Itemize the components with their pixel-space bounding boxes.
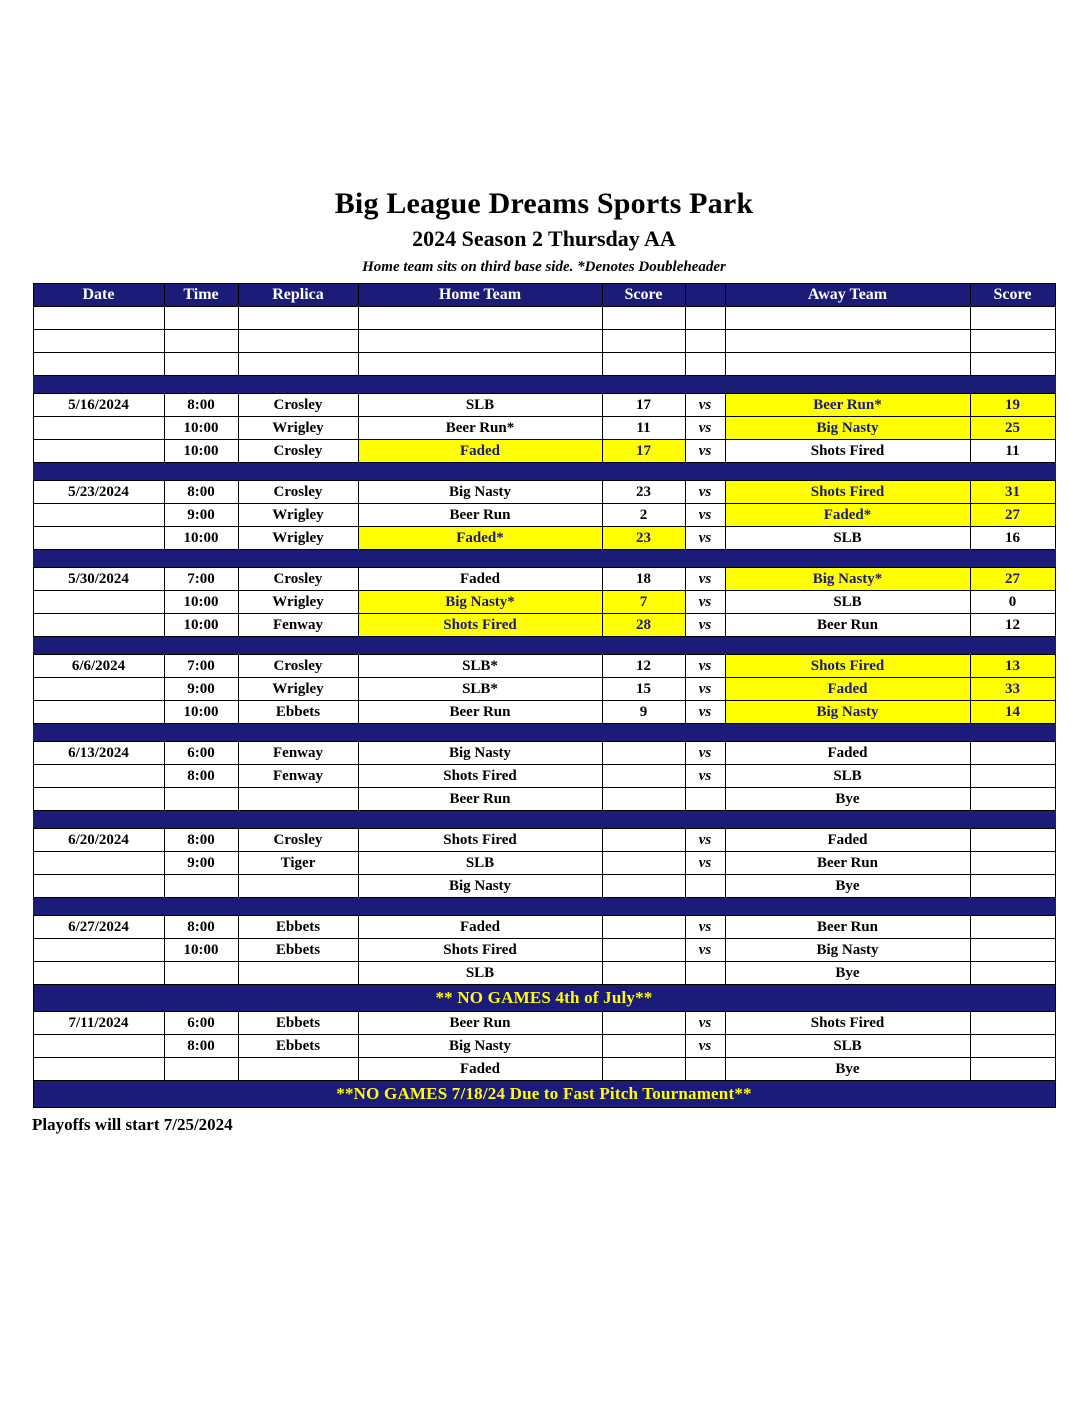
empty-cell [164,330,238,353]
empty-cell [238,330,358,353]
cell-vs: vs [685,829,725,852]
playoffs-note: Playoffs will start 7/25/2024 [32,1115,233,1135]
cell-home-score [602,875,685,898]
cell-home-score: 17 [602,440,685,463]
cell-away-score [970,1058,1055,1081]
cell-home-team: SLB [358,852,602,875]
cell-away-score [970,939,1055,962]
cell-away-team: Shots Fired [725,440,970,463]
table-row [33,678,1055,701]
cell-replica: Wrigley [238,527,358,550]
cell-away-team: Bye [725,875,970,898]
cell-home-score [602,1058,685,1081]
cell-vs: vs [685,765,725,788]
cell-home-team: SLB [358,394,602,417]
cell-away-score: 27 [970,504,1055,527]
cell-replica: Crosley [238,829,358,852]
cell-away-score [970,875,1055,898]
cell-date [33,440,164,463]
cell-away-team: SLB [725,765,970,788]
week-separator-row [33,724,1055,742]
cell-home-team: Beer Run [358,1012,602,1035]
cell-time [164,788,238,811]
week-separator-row [33,898,1055,916]
cell-away-team: Shots Fired [725,1012,970,1035]
empty-cell [725,307,970,330]
cell-date: 7/11/2024 [33,1012,164,1035]
cell-away-team: Faded [725,678,970,701]
table-row [33,614,1055,637]
notice-text: **NO GAMES 7/18/24 Due to Fast Pitch Tournament** [33,1081,1055,1108]
cell-away-team: Beer Run [725,614,970,637]
table-row [33,1058,1055,1081]
table-row [33,655,1055,678]
cell-home-score: 12 [602,655,685,678]
cell-away-score: 13 [970,655,1055,678]
table-row [33,417,1055,440]
cell-away-team: Faded [725,829,970,852]
cell-away-team: SLB [725,1035,970,1058]
cell-home-team: Faded [358,1058,602,1081]
cell-replica [238,875,358,898]
table-row [33,742,1055,765]
empty-cell [685,330,725,353]
cell-away-score [970,829,1055,852]
cell-away-team: Big Nasty [725,701,970,724]
cell-vs: vs [685,678,725,701]
cell-vs: vs [685,852,725,875]
cell-home-team: Shots Fired [358,829,602,852]
week-separator [33,550,1055,568]
cell-date [33,504,164,527]
table-row [33,1035,1055,1058]
cell-time: 8:00 [164,765,238,788]
cell-home-team: Big Nasty [358,1035,602,1058]
cell-away-team: Bye [725,962,970,985]
table-row [33,829,1055,852]
cell-date [33,417,164,440]
cell-away-score [970,916,1055,939]
cell-vs [685,1058,725,1081]
column-header-away-team: Away Team [725,284,970,307]
cell-home-score: 23 [602,481,685,504]
cell-away-score: 0 [970,591,1055,614]
cell-replica: Fenway [238,765,358,788]
cell-date [33,1035,164,1058]
cell-away-score [970,852,1055,875]
cell-away-score: 27 [970,568,1055,591]
page-subtitle: 2024 Season 2 Thursday AA [412,226,676,252]
cell-date [33,788,164,811]
cell-replica: Crosley [238,440,358,463]
table-body [33,307,1055,1108]
schedule-table [33,283,1056,1108]
cell-replica: Ebbets [238,701,358,724]
cell-home-team: SLB* [358,655,602,678]
table-row [33,504,1055,527]
cell-away-score [970,1012,1055,1035]
cell-date [33,765,164,788]
cell-vs: vs [685,742,725,765]
cell-home-score [602,1035,685,1058]
column-header-vs [685,284,725,307]
cell-away-score [970,788,1055,811]
cell-time: 9:00 [164,504,238,527]
cell-time: 9:00 [164,852,238,875]
cell-date: 5/23/2024 [33,481,164,504]
cell-away-team: Shots Fired [725,655,970,678]
cell-replica [238,962,358,985]
week-separator [33,463,1055,481]
cell-home-team: Big Nasty [358,742,602,765]
cell-home-score: 17 [602,394,685,417]
empty-cell [33,330,164,353]
cell-home-team: Beer Run* [358,417,602,440]
cell-time: 8:00 [164,394,238,417]
week-separator-row [33,637,1055,655]
cell-vs: vs [685,916,725,939]
cell-home-team: SLB [358,962,602,985]
week-separator-row [33,376,1055,394]
cell-date [33,701,164,724]
empty-cell [33,307,164,330]
cell-time: 6:00 [164,1012,238,1035]
cell-replica: Wrigley [238,504,358,527]
cell-replica [238,788,358,811]
cell-home-team: Big Nasty [358,875,602,898]
cell-replica: Crosley [238,655,358,678]
table-row [33,1012,1055,1035]
cell-away-score: 16 [970,527,1055,550]
cell-away-team: Big Nasty* [725,568,970,591]
cell-time: 8:00 [164,916,238,939]
cell-away-team: Beer Run* [725,394,970,417]
table-row [33,788,1055,811]
empty-cell [970,307,1055,330]
table-row [33,939,1055,962]
cell-vs: vs [685,1012,725,1035]
cell-replica: Crosley [238,568,358,591]
cell-date [33,939,164,962]
cell-home-score: 18 [602,568,685,591]
empty-cell [358,353,602,376]
cell-replica: Wrigley [238,678,358,701]
column-header-time: Time [164,284,238,307]
empty-cell [358,307,602,330]
table-row [33,591,1055,614]
empty-cell [725,330,970,353]
empty-cell [238,307,358,330]
cell-replica: Fenway [238,614,358,637]
cell-away-score: 25 [970,417,1055,440]
cell-away-score: 14 [970,701,1055,724]
cell-time: 7:00 [164,655,238,678]
cell-replica: Ebbets [238,1012,358,1035]
cell-vs: vs [685,527,725,550]
cell-away-team: Faded* [725,504,970,527]
cell-home-score [602,962,685,985]
cell-home-team: Big Nasty* [358,591,602,614]
cell-away-score: 11 [970,440,1055,463]
cell-away-score [970,1035,1055,1058]
cell-replica [238,1058,358,1081]
cell-home-score: 9 [602,701,685,724]
cell-vs: vs [685,614,725,637]
cell-home-team: SLB* [358,678,602,701]
cell-vs [685,875,725,898]
table-row [33,765,1055,788]
cell-vs: vs [685,701,725,724]
cell-home-score [602,742,685,765]
cell-time: 10:00 [164,614,238,637]
cell-vs: vs [685,504,725,527]
table-row [33,701,1055,724]
cell-away-team: Bye [725,788,970,811]
empty-cell [164,353,238,376]
cell-date [33,852,164,875]
cell-home-team: Faded [358,440,602,463]
empty-cell [685,307,725,330]
table-row [33,394,1055,417]
cell-time [164,875,238,898]
cell-away-team: SLB [725,527,970,550]
cell-date: 6/13/2024 [33,742,164,765]
week-separator [33,637,1055,655]
cell-home-team: Beer Run [358,504,602,527]
cell-time [164,1058,238,1081]
table-header-row [33,284,1055,307]
cell-home-team: Big Nasty [358,481,602,504]
cell-home-team: Shots Fired [358,614,602,637]
cell-date [33,1058,164,1081]
empty-cell [970,353,1055,376]
cell-date [33,591,164,614]
table-row [33,440,1055,463]
week-separator-row [33,550,1055,568]
cell-vs [685,788,725,811]
cell-away-team: Big Nasty [725,939,970,962]
cell-home-score [602,852,685,875]
cell-home-score: 23 [602,527,685,550]
cell-replica: Wrigley [238,417,358,440]
page-title: Big League Dreams Sports Park [334,187,754,220]
cell-replica: Wrigley [238,591,358,614]
empty-cell [33,353,164,376]
cell-replica: Ebbets [238,1035,358,1058]
column-header-away-score: Score [970,284,1055,307]
cell-time: 8:00 [164,1035,238,1058]
table-row [33,852,1055,875]
cell-away-score: 19 [970,394,1055,417]
cell-date [33,527,164,550]
cell-time: 8:00 [164,829,238,852]
empty-row [33,330,1055,353]
cell-vs: vs [685,440,725,463]
cell-away-score: 31 [970,481,1055,504]
empty-row [33,307,1055,330]
cell-date [33,678,164,701]
cell-home-team: Shots Fired [358,765,602,788]
cell-time [164,962,238,985]
cell-home-score [602,788,685,811]
cell-home-score [602,939,685,962]
cell-home-score [602,765,685,788]
week-separator [33,811,1055,829]
cell-home-score: 15 [602,678,685,701]
cell-away-score [970,742,1055,765]
cell-home-score: 28 [602,614,685,637]
notice-row [33,1081,1055,1108]
cell-home-team: Faded [358,916,602,939]
table-row [33,875,1055,898]
cell-home-score [602,916,685,939]
cell-away-team: Faded [725,742,970,765]
cell-vs: vs [685,394,725,417]
page-note: Home team sits on third base side. *Denotes Doubleheader [362,259,726,276]
cell-time: 10:00 [164,591,238,614]
cell-time: 10:00 [164,440,238,463]
cell-home-score [602,829,685,852]
empty-row [33,353,1055,376]
empty-cell [602,353,685,376]
cell-date: 6/20/2024 [33,829,164,852]
cell-home-team: Faded* [358,527,602,550]
empty-cell [685,353,725,376]
cell-home-score: 7 [602,591,685,614]
cell-home-team: Shots Fired [358,939,602,962]
cell-date: 6/6/2024 [33,655,164,678]
cell-away-team: Beer Run [725,916,970,939]
cell-vs: vs [685,417,725,440]
notice-text: ** NO GAMES 4th of July** [33,985,1055,1012]
cell-home-score: 11 [602,417,685,440]
week-separator [33,898,1055,916]
cell-away-team: SLB [725,591,970,614]
cell-vs: vs [685,1035,725,1058]
column-header-home-score: Score [602,284,685,307]
cell-away-team: Beer Run [725,852,970,875]
cell-date [33,875,164,898]
cell-vs [685,962,725,985]
table-row [33,527,1055,550]
cell-vs: vs [685,939,725,962]
cell-replica: Ebbets [238,939,358,962]
cell-home-score: 2 [602,504,685,527]
table-row [33,962,1055,985]
cell-vs: vs [685,655,725,678]
column-header-date: Date [33,284,164,307]
empty-cell [725,353,970,376]
cell-vs: vs [685,568,725,591]
cell-away-score [970,962,1055,985]
cell-date: 6/27/2024 [33,916,164,939]
cell-home-team: Faded [358,568,602,591]
cell-date: 5/16/2024 [33,394,164,417]
week-separator [33,376,1055,394]
cell-home-team: Beer Run [358,701,602,724]
table-row [33,568,1055,591]
cell-away-team: Bye [725,1058,970,1081]
cell-replica: Crosley [238,394,358,417]
cell-replica: Ebbets [238,916,358,939]
cell-time: 10:00 [164,939,238,962]
cell-away-team: Big Nasty [725,417,970,440]
cell-away-team: Shots Fired [725,481,970,504]
empty-cell [358,330,602,353]
cell-date: 5/30/2024 [33,568,164,591]
cell-time: 9:00 [164,678,238,701]
empty-cell [970,330,1055,353]
week-separator [33,724,1055,742]
table-row [33,481,1055,504]
empty-cell [238,353,358,376]
cell-replica: Crosley [238,481,358,504]
cell-time: 10:00 [164,527,238,550]
cell-time: 6:00 [164,742,238,765]
cell-away-score: 12 [970,614,1055,637]
table-row [33,916,1055,939]
cell-time: 10:00 [164,701,238,724]
empty-cell [164,307,238,330]
column-header-home-team: Home Team [358,284,602,307]
cell-time: 10:00 [164,417,238,440]
cell-home-team: Beer Run [358,788,602,811]
cell-away-score [970,765,1055,788]
cell-replica: Tiger [238,852,358,875]
cell-away-score: 33 [970,678,1055,701]
week-separator-row [33,463,1055,481]
cell-home-score [602,1012,685,1035]
cell-replica: Fenway [238,742,358,765]
cell-date [33,962,164,985]
empty-cell [602,307,685,330]
notice-row [33,985,1055,1012]
cell-vs: vs [685,591,725,614]
cell-vs: vs [685,481,725,504]
cell-date [33,614,164,637]
cell-time: 8:00 [164,481,238,504]
week-separator-row [33,811,1055,829]
column-header-replica: Replica [238,284,358,307]
cell-time: 7:00 [164,568,238,591]
empty-cell [602,330,685,353]
